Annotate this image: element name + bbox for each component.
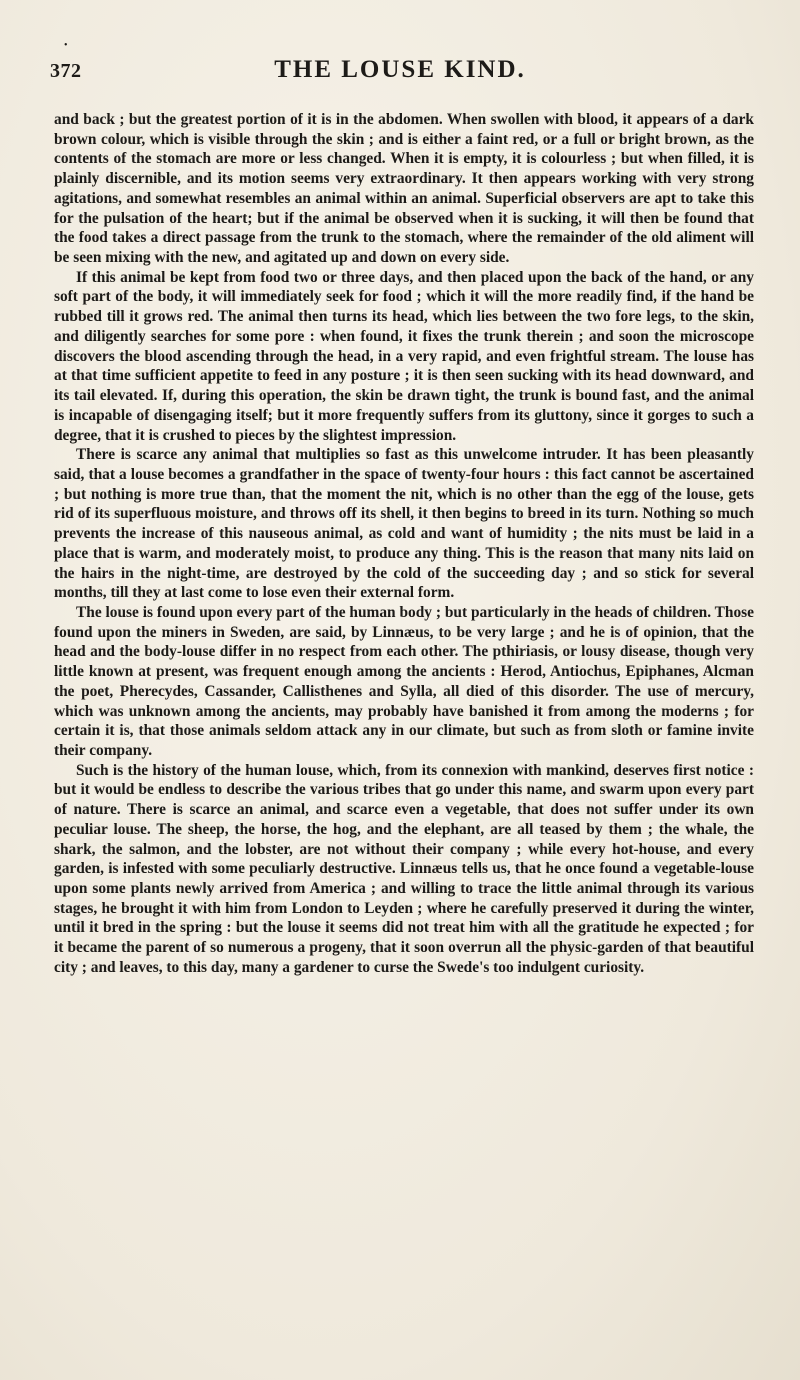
page-header: [50, 40, 750, 86]
tick-mark: •: [64, 40, 68, 51]
page-number: 372: [50, 60, 82, 82]
running-head: THE LOUSE KIND.: [274, 56, 526, 83]
paragraph: The louse is found upon every part of the human body ; but particularly in the heads of children. Those found upon the miners in Sweden, are said, by Linnæus, to be very large ; and he is of opinion, that the head and the body-louse differ in no respect from each other. The pthiriasis, or lousy disease, though very little known at present, was frequent enough among the ancients : Herod, Antiochus, Epiphanes, Alcman the poet, Pherecydes, Cassander, Callisthenes and Sylla, all died of this disorder. The use of mercury, which was unknown among the ancients, may probably have banished it from among the moderns ; for certain it is, that those animals seldom attack any in our climate, but such as from sloth or famine invite their company.: [54, 603, 754, 759]
paragraph: There is scarce any animal that multiplies so fast as this unwelcome intruder. It has been pleasantly said, that a louse becomes a grandfather in the space of twenty-four hours : this fact cannot be ascertained ; but nothing is more true than, that the moment the nit, which is no other than the egg of the louse, gets rid of its superfluous moisture, and throws off its shell, it then begins to breed in its turn. Nothing so much prevents the increase of this nauseous animal, as cold and want of humidity ; the nits must be laid in a place that is warm, and moderately moist, to produce any thing. This is the reason that many nits laid on the hairs in the night-time, are destroyed by the cold of the succeeding day ; and so stick for several months, till they at last come to lose even their external form.: [54, 446, 754, 602]
paragraph: and back ; but the greatest portion of it is in the abdomen. When swollen with blood, it appears of a dark brown colour, which is visible through the skin ; and is either a faint red, or a full or bright brown, as the contents of the stomach are more or less changed. When it is empty, it is colourless ; but when filled, it is plainly discernible, and its motion seems very extraordinary. It then appears working with very strong agitations, and somewhat resembles an animal within an animal. Superficial observers are apt to take this for the pulsation of the heart; but if the animal be observed when it is sucking, it will then be found that the food takes a direct passage from the trunk to the stomach, where the remainder of the old aliment will be seen mixing with the new, and agitated up and down on every side.: [54, 111, 754, 267]
body-text: [54, 110, 754, 978]
paragraph: If this animal be kept from food two or three days, and then placed upon the back of the hand, or any soft part of the body, it will immediately seek for food ; which it will the more readily find, if the hand be rubbed till it grows red. The animal then turns its head, which lies between the two fore legs, to the skin, and diligently searches for some pore : when found, it fixes the trunk therein ; and soon the microscope discovers the blood ascending through the head, in a very rapid, and even frightful stream. The louse has at that time sufficient appetite to feed in any posture ; it is then seen sucking with its head downward, and its tail elevated. If, during this operation, the skin be drawn tight, the trunk is bound fast, and the animal is incapable of disengaging itself; but it more frequently suffers from its gluttony, since it gorges to such a degree, that it is crushed to pieces by the slightest impression.: [54, 268, 754, 444]
paragraph: Such is the history of the human louse, which, from its connexion with mankind, deserves first notice : but it would be endless to describe the various tribes that go under this name, and swarm upon every part of nature. There is scarce an animal, and scarce even a vegetable, that does not suffer under its own peculiar louse. The sheep, the horse, the hog, and the elephant, are all teased by them ; the whale, the shark, the salmon, and the lobster, are not without their company ; while every hot-house, and every garden, is infested with some peculiarly destructive. Linnæus tells us, that he once found a vegetable-louse upon some plants newly arrived from America ; and willing to trace the little animal through its various stages, he brought it with him from London to Leyden ; where he carefully preserved it during the winter, until it bred in the spring : but the louse it seems did not treat him with all the gratitude he expected ; for it became the parent of so numerous a progeny, that it soon overrun all the physic-garden of that beautiful city ; and leaves, to this day, many a gardener to curse the Swede's too indulgent curiosity.: [54, 761, 754, 976]
